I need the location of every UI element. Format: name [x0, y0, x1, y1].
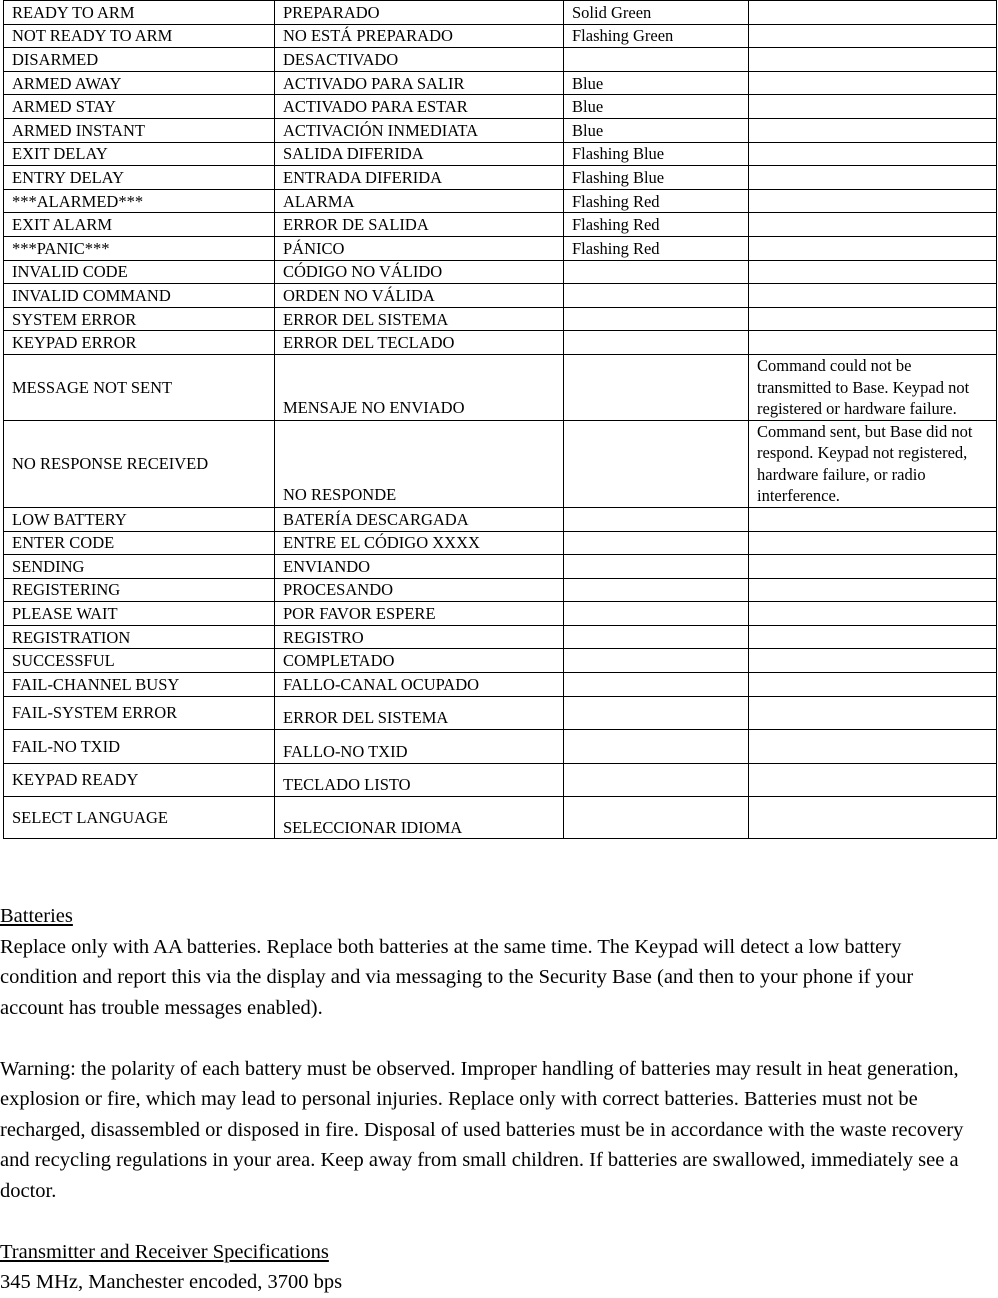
notes-cell	[749, 649, 997, 673]
spanish-cell: ENVIANDO	[275, 555, 564, 579]
spanish-cell: COMPLETADO	[275, 649, 564, 673]
table-row	[4, 507, 997, 531]
spanish-cell: ENTRADA DIFERIDA	[275, 166, 564, 190]
led-cell: Flashing Green	[564, 24, 749, 48]
table-row	[4, 730, 997, 764]
batteries-heading: Batteries	[0, 905, 73, 927]
notes-cell	[749, 24, 997, 48]
led-cell: Blue	[564, 71, 749, 95]
table-row	[4, 189, 997, 213]
table-row	[4, 1, 997, 25]
english-cell: INVALID CODE	[4, 260, 275, 284]
english-cell: NO RESPONSE RECEIVED	[4, 420, 275, 507]
table-row	[4, 71, 997, 95]
led-cell	[564, 673, 749, 697]
led-cell	[564, 555, 749, 579]
table-row	[4, 555, 997, 579]
table-row	[4, 602, 997, 626]
notes-cell	[749, 730, 997, 764]
notes-cell	[749, 95, 997, 119]
notes-cell	[749, 763, 997, 797]
spanish-cell: ERROR DEL SISTEMA	[275, 307, 564, 331]
led-cell	[564, 602, 749, 626]
led-cell: Flashing Red	[564, 189, 749, 213]
notes-cell	[749, 507, 997, 531]
english-cell: ***ALARMED***	[4, 189, 275, 213]
notes-cell	[749, 71, 997, 95]
notes-cell	[749, 236, 997, 260]
table-row	[4, 673, 997, 697]
spanish-cell: MENSAJE NO ENVIADO	[275, 354, 564, 420]
led-cell	[564, 649, 749, 673]
table-row	[4, 166, 997, 190]
english-cell: PLEASE WAIT	[4, 602, 275, 626]
notes-cell	[749, 625, 997, 649]
english-cell: DISARMED	[4, 48, 275, 72]
notes-cell	[749, 331, 997, 355]
english-cell: READY TO ARM	[4, 1, 275, 25]
english-cell: LOW BATTERY	[4, 507, 275, 531]
spanish-cell: ORDEN NO VÁLIDA	[275, 284, 564, 308]
table-row	[4, 142, 997, 166]
notes-cell	[749, 307, 997, 331]
led-cell	[564, 625, 749, 649]
english-cell: KEYPAD READY	[4, 763, 275, 797]
table-row	[4, 236, 997, 260]
spanish-cell: TECLADO LISTO	[275, 763, 564, 797]
english-cell: EXIT DELAY	[4, 142, 275, 166]
spanish-cell: FALLO-NO TXID	[275, 730, 564, 764]
english-cell: SENDING	[4, 555, 275, 579]
spanish-cell: ERROR DE SALIDA	[275, 213, 564, 237]
table-row	[4, 354, 997, 420]
led-cell: Flashing Red	[564, 236, 749, 260]
led-cell: Flashing Red	[564, 213, 749, 237]
notes-cell	[749, 531, 997, 555]
table-row	[4, 420, 997, 507]
batteries-paragraph-1: Replace only with AA batteries. Replace both batteries at the same time. The Keypad will detect a low battery condition and report this via the display and via messaging to the Security Base (and then to your phone if your account has trouble messages enabled).	[0, 935, 914, 1019]
spanish-cell: SELECCIONAR IDIOMA	[275, 797, 564, 839]
spanish-cell: PROCESANDO	[275, 578, 564, 602]
english-cell: ARMED INSTANT	[4, 118, 275, 142]
led-cell	[564, 531, 749, 555]
led-cell	[564, 730, 749, 764]
english-cell: SUCCESSFUL	[4, 649, 275, 673]
spanish-cell: ACTIVADO PARA SALIR	[275, 71, 564, 95]
notes-cell	[749, 118, 997, 142]
notes-cell: Command sent, but Base did not respond. Keypad not registered, hardware failure, or radio interference.	[749, 420, 997, 507]
table-row	[4, 763, 997, 797]
english-cell: MESSAGE NOT SENT	[4, 354, 275, 420]
table-row	[4, 118, 997, 142]
english-cell: REGISTRATION	[4, 625, 275, 649]
table-row	[4, 260, 997, 284]
table-row	[4, 284, 997, 308]
spanish-cell: PÁNICO	[275, 236, 564, 260]
notes-cell	[749, 142, 997, 166]
notes-cell	[749, 284, 997, 308]
led-cell: Flashing Blue	[564, 142, 749, 166]
notes-cell	[749, 48, 997, 72]
batteries-warning-paragraph: Warning: the polarity of each battery must be observed. Improper handling of batteries may result in heat generation, explosion or fire, which may lead to personal injuries. Replace only with correct batteries. Batteries must not be recharged, disassembled or disposed in fire. Disposal of used batteries must be in accordance with the waste recovery and recycling regulations in your area. Keep away from small children. If batteries are swallowed, immediately see a doctor.	[0, 1057, 964, 1202]
english-cell: FAIL-NO TXID	[4, 730, 275, 764]
notes-cell	[749, 696, 997, 730]
spanish-cell: NO ESTÁ PREPARADO	[275, 24, 564, 48]
english-cell: NOT READY TO ARM	[4, 24, 275, 48]
notes-cell	[749, 1, 997, 25]
english-cell: ENTRY DELAY	[4, 166, 275, 190]
led-cell	[564, 284, 749, 308]
english-cell: INVALID COMMAND	[4, 284, 275, 308]
notes-cell	[749, 797, 997, 839]
table-row	[4, 24, 997, 48]
led-cell	[564, 354, 749, 420]
spanish-cell: ALARMA	[275, 189, 564, 213]
english-cell: EXIT ALARM	[4, 213, 275, 237]
led-cell: Flashing Blue	[564, 166, 749, 190]
spanish-cell: DESACTIVADO	[275, 48, 564, 72]
table-row	[4, 95, 997, 119]
table-row	[4, 696, 997, 730]
led-cell	[564, 307, 749, 331]
spanish-cell: SALIDA DIFERIDA	[275, 142, 564, 166]
led-cell: Blue	[564, 118, 749, 142]
english-cell: REGISTERING	[4, 578, 275, 602]
table-row	[4, 531, 997, 555]
spanish-cell: PREPARADO	[275, 1, 564, 25]
english-cell: ARMED AWAY	[4, 71, 275, 95]
notes-cell	[749, 213, 997, 237]
batteries-section	[0, 901, 990, 1298]
specs-text: 345 MHz, Manchester encoded, 3700 bps	[0, 1271, 343, 1293]
table-row	[4, 797, 997, 839]
led-cell	[564, 420, 749, 507]
english-cell: FAIL-SYSTEM ERROR	[4, 696, 275, 730]
spanish-cell: ACTIVADO PARA ESTAR	[275, 95, 564, 119]
notes-cell	[749, 673, 997, 697]
spanish-cell: ENTRE EL CÓDIGO XXXX	[275, 531, 564, 555]
led-cell	[564, 48, 749, 72]
notes-cell	[749, 166, 997, 190]
table-row	[4, 307, 997, 331]
spanish-cell: BATERÍA DESCARGADA	[275, 507, 564, 531]
led-cell	[564, 507, 749, 531]
spanish-cell: ERROR DEL SISTEMA	[275, 696, 564, 730]
table-row	[4, 649, 997, 673]
table-row	[4, 331, 997, 355]
table-row	[4, 48, 997, 72]
english-cell: SELECT LANGUAGE	[4, 797, 275, 839]
spanish-cell: ACTIVACIÓN INMEDIATA	[275, 118, 564, 142]
notes-cell	[749, 578, 997, 602]
notes-cell: Command could not be transmitted to Base. Keypad not registered or hardware failure.	[749, 354, 997, 420]
english-cell: FAIL-CHANNEL BUSY	[4, 673, 275, 697]
table-row	[4, 578, 997, 602]
english-cell: ARMED STAY	[4, 95, 275, 119]
spanish-cell: CÓDIGO NO VÁLIDO	[275, 260, 564, 284]
status-message-table	[3, 0, 997, 839]
notes-cell	[749, 602, 997, 626]
led-cell	[564, 696, 749, 730]
led-cell: Solid Green	[564, 1, 749, 25]
notes-cell	[749, 555, 997, 579]
notes-cell	[749, 189, 997, 213]
led-cell	[564, 260, 749, 284]
notes-cell	[749, 260, 997, 284]
english-cell: SYSTEM ERROR	[4, 307, 275, 331]
led-cell: Blue	[564, 95, 749, 119]
spanish-cell: ERROR DEL TECLADO	[275, 331, 564, 355]
table-row	[4, 625, 997, 649]
spanish-cell: REGISTRO	[275, 625, 564, 649]
english-cell: ***PANIC***	[4, 236, 275, 260]
spanish-cell: FALLO-CANAL OCUPADO	[275, 673, 564, 697]
specs-heading: Transmitter and Receiver Specifications	[0, 1240, 329, 1263]
led-cell	[564, 797, 749, 839]
led-cell	[564, 763, 749, 797]
table-row	[4, 213, 997, 237]
led-cell	[564, 578, 749, 602]
spanish-cell: NO RESPONDE	[275, 420, 564, 507]
spanish-cell: POR FAVOR ESPERE	[275, 602, 564, 626]
english-cell: KEYPAD ERROR	[4, 331, 275, 355]
led-cell	[564, 331, 749, 355]
english-cell: ENTER CODE	[4, 531, 275, 555]
